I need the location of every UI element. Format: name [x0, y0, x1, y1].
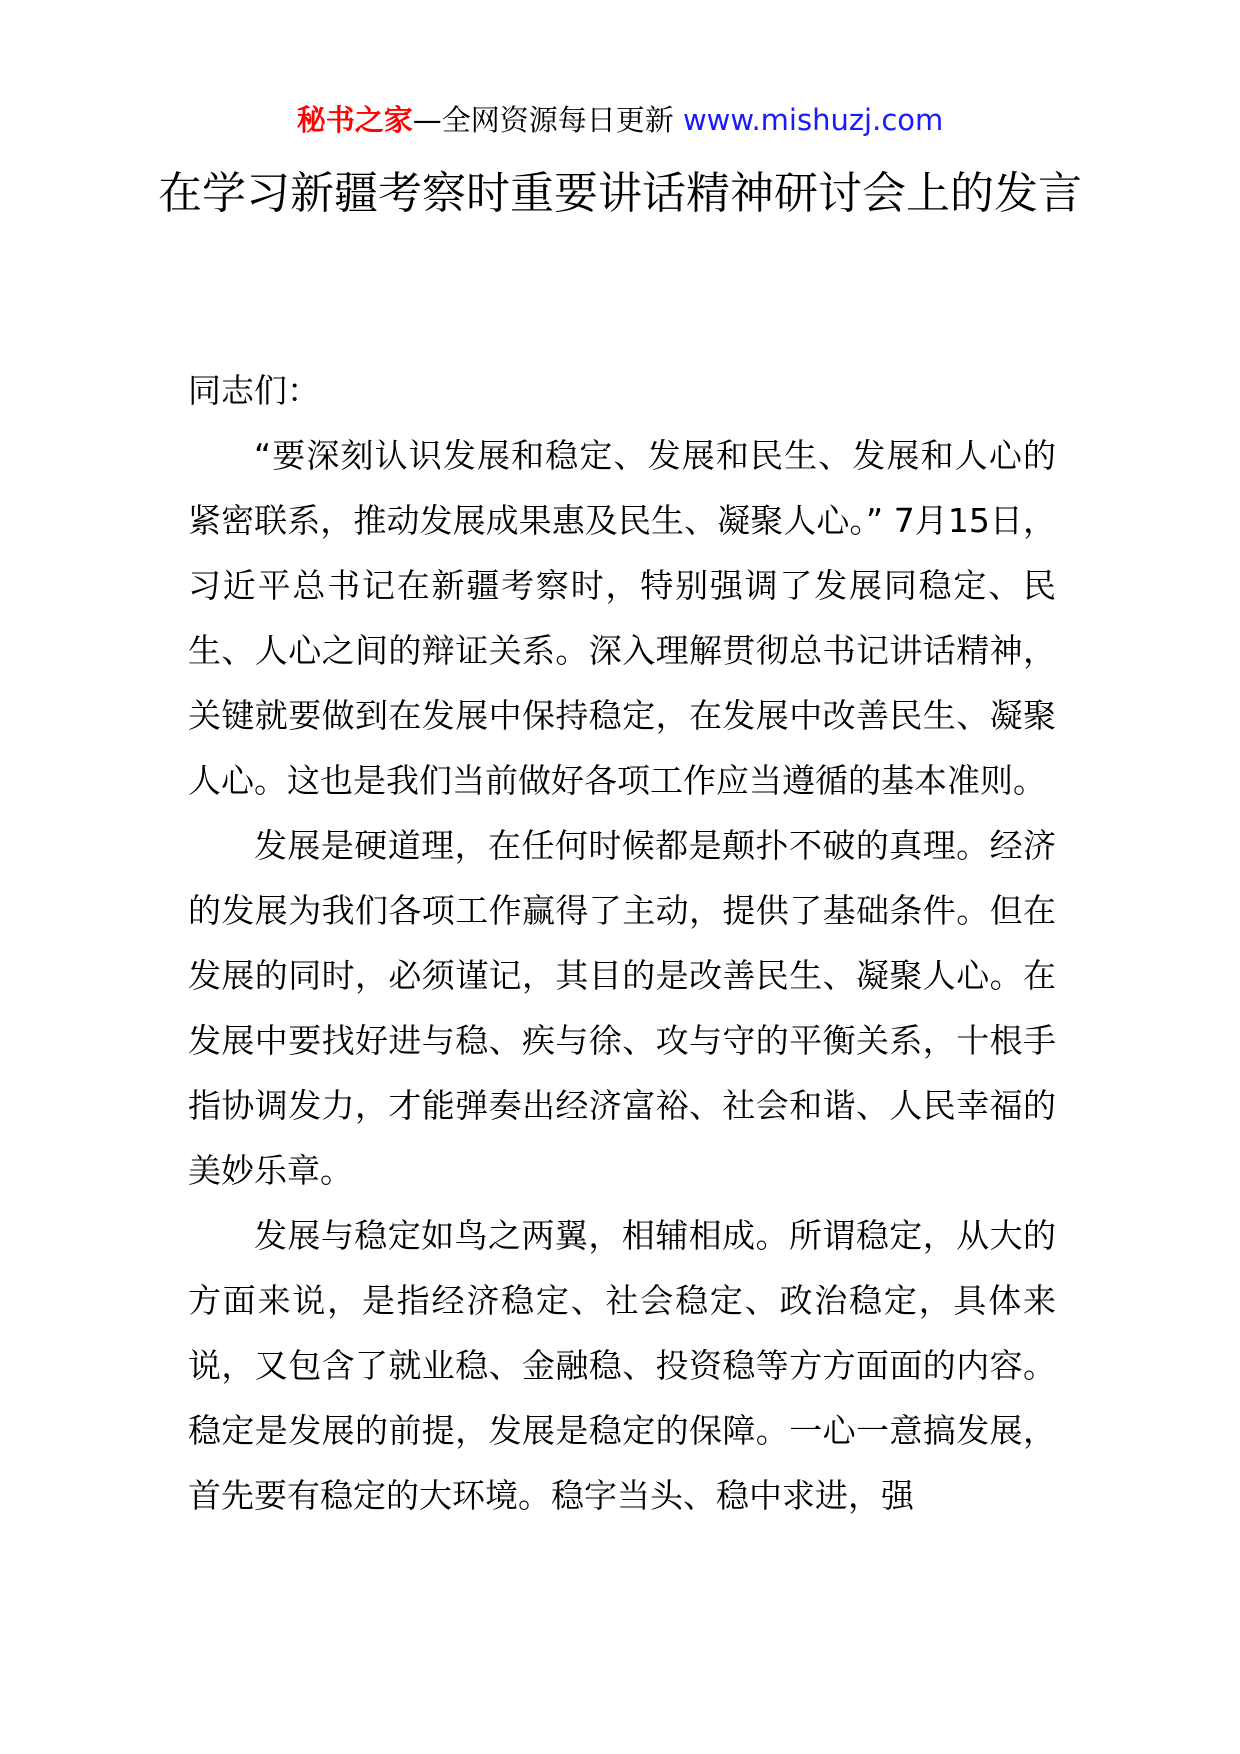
site-url-link[interactable]: www.mishuzj.com: [682, 103, 944, 137]
paragraph-3: 发展与稳定如鸟之两翼，相辅相成。所谓稳定，从大的方面来说，是指经济稳定、社会稳定、政治稳定，具体来说，又包含了就业稳、金融稳、投资稳等方方面面的内容。稳定是发展的前提，发展是稳定的保障。一心一意搞发展，首先要有稳定的大环境。稳字当头、稳中求进，强: [188, 1216, 1056, 1515]
salutation: 同志们：: [188, 371, 320, 410]
document-title: 在学习新疆考察时重要讲话精神研讨会上的发言: [158, 168, 1082, 219]
site-tagline: —全网资源每日更新: [412, 103, 683, 137]
site-brand: 秘书之家: [296, 103, 413, 137]
paragraph-1: “要深刻认识发展和稳定、发展和民生、发展和人心的紧密联系，推动发展成果惠及民生、凝聚人心。” 7月15日，习近平总书记在新疆考察时，特别强调了发展同稳定、民生、人心之间的辩证关系。深入理解贯彻总书记讲话精神，关键就要做到在发展中保持稳定，在发展中改善民生、凝聚人心。这也是我们当前做好各项工作应当遵循的基本准则。: [188, 436, 1056, 800]
site-header: [0, 100, 1240, 140]
paragraph-2: 发展是硬道理，在任何时候都是颠扑不破的真理。经济的发展为我们各项工作赢得了主动，提供了基础条件。但在发展的同时，必须谨记，其目的是改善民生、凝聚人心。在发展中要找好进与稳、疾与徐、攻与守的平衡关系，十根手指协调发力，才能弹奏出经济富裕、社会和谐、人民幸福的美妙乐章。: [188, 826, 1056, 1190]
document-body: [188, 358, 1056, 1528]
